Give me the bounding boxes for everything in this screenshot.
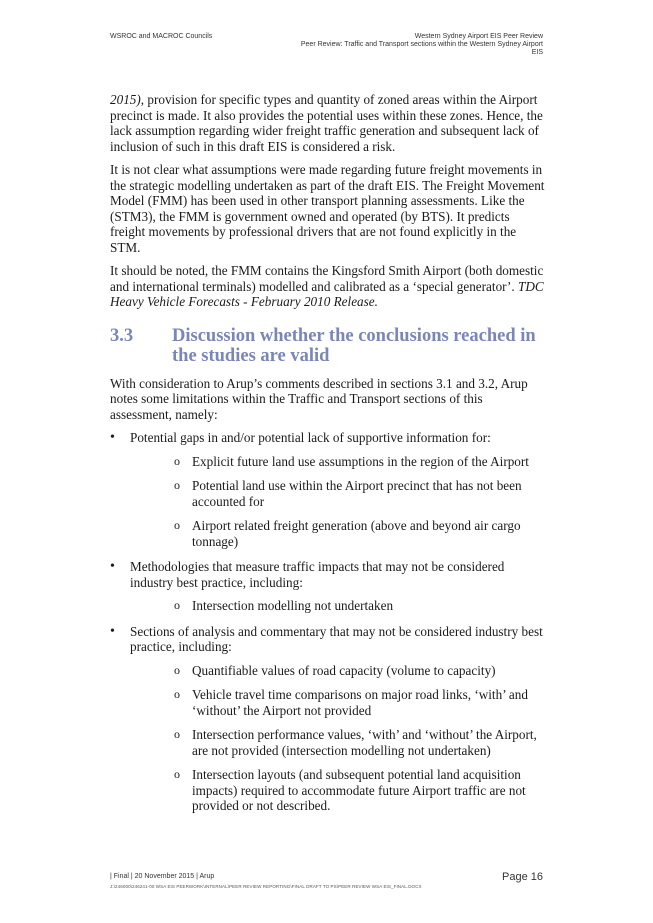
sub-list-item: o Intersection modelling not undertaken <box>130 598 545 614</box>
italic-ref: 2015) <box>110 92 141 107</box>
header-right-line2: Peer Review: Traffic and Transport sections within the Western Sydney Airport <box>300 41 543 48</box>
italic-ref: TDC Heavy Vehicle Forecasts - February 2010 Release. <box>110 278 544 309</box>
paragraph-kingsford <box>110 263 545 310</box>
paragraph-text: It should be noted, the FMM contains the Kingsford Smith Airport (both domestic and international terminals) modelled and calibrated as a ‘special generator’. <box>110 263 544 294</box>
section-heading <box>110 326 545 366</box>
list-item <box>110 559 545 614</box>
sub-list <box>130 598 545 614</box>
paragraph-text: , provision for specific types and quantity of zoned areas within the Airport precinct is made. It also provides the potential uses within these zones. Hence, the lack assumption regarding wider freight traffic generation and subsequent lack of inclusion of such in this draft EIS is considered a risk. <box>110 92 543 154</box>
list-item <box>110 624 545 814</box>
paragraph-fmm: It is not clear what assumptions were made regarding future freight movements in the strategic modelling undertaken as part of the draft EIS. The Freight Movement Model (FMM) has been used in other transport planning assessments. Like the (STM3), the FMM is government owned and operated (by BTS). It predicts freight movements by professional drivers that are not found explicitly in the STM. <box>110 162 545 255</box>
paragraph-freight-risk <box>110 92 545 154</box>
section-intro: With consideration to Arup’s comments described in sections 3.1 and 3.2, Arup notes some limitations within the Traffic and Transport sections of this assessment, namely: <box>110 375 528 422</box>
footer-left: | Final | 20 November 2015 | Arup <box>110 873 215 880</box>
page-number: Page 16 <box>502 871 543 883</box>
bullet-text: Methodologies that measure traffic impacts that may not be considered industry best practice, including: <box>130 559 505 590</box>
sub-list <box>130 663 545 814</box>
sub-list-item: o Intersection layouts (and subsequent potential land acquisition impacts) required to accommodate future Airport traffic are not provided or not described. <box>130 767 545 814</box>
sub-list-item: o Vehicle travel time comparisons on major road links, ‘with’ and ‘without’ the Airport not provided <box>130 687 545 718</box>
sub-list-item: o Intersection performance values, ‘with’ and ‘without’ the Airport, are not provided (intersection modelling not undertaken) <box>130 727 545 758</box>
header-right <box>301 33 543 57</box>
footer-file-path: J:\246000\246241-00 WSA EIS PEERWORK\INTERNAL\PEER REVIEW REPORTING\FINAL DRAFT TO PS\PEER REVIEW WSA EIS_FINAL.DOCX <box>110 884 422 889</box>
sub-list-item: o Explicit future land use assumptions in the region of the Airport <box>130 454 545 470</box>
sub-list-item: o Quantifiable values of road capacity (volume to capacity) <box>130 663 545 679</box>
section-number: 3.3 <box>110 325 134 346</box>
sub-list <box>130 454 545 550</box>
header-right-line1: Western Sydney Airport EIS Peer Review <box>414 33 543 40</box>
document-body <box>110 92 545 824</box>
limitations-list <box>110 430 545 814</box>
sub-list-item: o Airport related freight generation (above and beyond air cargo tonnage) <box>130 518 545 549</box>
sub-list-item: o Potential land use within the Airport precinct that has not been accounted for <box>130 478 545 509</box>
list-item <box>110 430 545 549</box>
header-left: WSROC and MACROC Councils <box>110 33 213 40</box>
bullet-text: Potential gaps in and/or potential lack of supportive information for: <box>130 430 491 445</box>
header-right-line3: EIS <box>531 49 543 56</box>
bullet-text: Sections of analysis and commentary that may not be considered industry best practice, including: <box>130 623 543 654</box>
section-title: Discussion whether the conclusions reached in the studies are valid <box>172 325 536 366</box>
